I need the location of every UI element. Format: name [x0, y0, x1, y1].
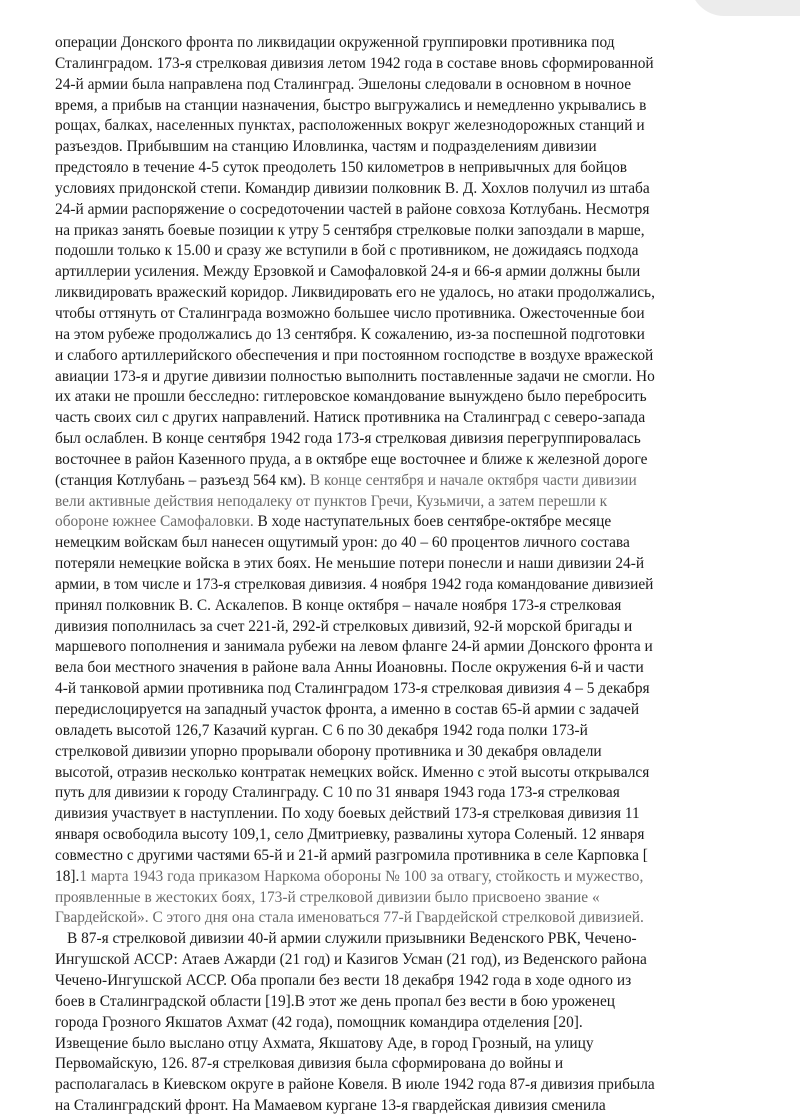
text-line [55, 992, 745, 1013]
text-line [55, 158, 745, 179]
text-segment: 18]. [55, 867, 80, 885]
text-line [55, 283, 745, 304]
text-segment: разъездов. Прибывшим на станцию Иловлинка, частям и подразделениям дивизии [55, 138, 597, 156]
text-segment: на этом рубеже продолжались до 13 сентября. К сожалению, из-за поспешной подготовки [55, 325, 645, 343]
text-segment: восточнее в район Казенного пруда, а в октябре еще восточнее и ближе к железной дороге [55, 450, 648, 468]
text-segment: 24-й армии распоряжение о сосредоточении частей в районе совхоза Котлубань. Несмотря [55, 200, 650, 218]
text-line [55, 783, 745, 804]
text-line [55, 33, 745, 54]
text-segment: Первомайскую, 126. 87-я стрелковая дивизия была сформирована до войны и [55, 1055, 564, 1073]
text-segment: располагалась в Киевском округе в районе Ковеля. В июле 1942 года 87-я дивизия прибыла [55, 1076, 655, 1094]
text-segment: 4-й танковой армии противника под Сталинградом 173-я стрелковая дивизия 4 – 5 декабря [55, 680, 650, 698]
text-line [55, 116, 745, 137]
text-segment: на Сталинградский фронт. На Мамаевом кургане 13-я гвардейская дивизия сменила [55, 1097, 606, 1115]
text-line [55, 950, 745, 971]
text-line [55, 262, 745, 283]
text-segment: вела бои местного значения в районе вала Анны Иоановны. После окружения 6-й и части [55, 659, 644, 677]
text-line [55, 1054, 745, 1075]
text-line [55, 908, 745, 929]
text-segment: артиллерии усиления. Между Ерзовкой и Самофаловкой 24-я и 66-я армии должны были [55, 263, 641, 281]
text-segment: Ингушской АССР: Атаев Ажарди (21 год) и Казигов Усман (21 год), из Веденского района [55, 951, 647, 969]
text-line [55, 554, 745, 575]
text-line [55, 179, 745, 200]
text-line [55, 346, 745, 367]
text-line [55, 471, 745, 492]
text-segment: часть своих сил с других направлений. Натиск противника на Сталинград с северо-запада [55, 409, 646, 427]
text-segment: ликвидировать вражеский коридор. Ликвидировать его не удалось, но атаки продолжались, [55, 284, 655, 302]
text-line [55, 888, 745, 909]
highlighted-text-segment: 1 марта 1943 года приказом Наркома обороны № 100 за отвагу, стойкость и мужество, [79, 867, 644, 885]
text-line [55, 450, 745, 471]
text-line [55, 763, 745, 784]
document-page [55, 33, 745, 1117]
text-segment: был ослаблен. В конце сентября 1942 года 173-я стрелковая дивизия перегруппировалась [55, 430, 641, 448]
text-segment: высотой, отразив несколько контратак немецких войск. Именно с этой высоты открывался [55, 763, 650, 781]
paragraph [55, 33, 745, 929]
text-line [55, 387, 745, 408]
text-line [55, 971, 745, 992]
text-segment: стрелковой дивизии упорно прорывали оборону противника и 30 декабря овладели [55, 742, 602, 760]
text-segment: потеряли немецкие войска в этих боях. Не меньшие потери понесли и наши дивизии 24-й [55, 555, 645, 573]
text-segment: вели активные действия неподалеку от пунктов Гречи, Кузьмичи, а затем перешли к [55, 492, 608, 510]
text-line [55, 367, 745, 388]
text-line [55, 512, 745, 533]
text-segment: В 87-я стрелковой дивизии 40-й армии служили призывники Веденского РВК, Чечено- [67, 930, 637, 948]
text-segment: Чечено-Ингушской АССР. Оба пропали без вести 18 декабря 1942 года в ходе одного из [55, 971, 632, 989]
text-line [55, 1013, 745, 1034]
text-line [55, 429, 745, 450]
text-line [55, 929, 745, 950]
page-corner-tab [690, 0, 800, 16]
text-segment: Гвардейской». С этого дня она стала именоваться 77-й Гвардейской стрелковой дивизией. [55, 909, 644, 927]
text-line [55, 304, 745, 325]
text-segment: января освободила высоту 109,1, село Дмитриевку, развалины хутора Соленый. 12 января [55, 826, 645, 844]
text-segment: боев в Сталинградской области [19].В этот же день пропал без вести в бою уроженец [55, 992, 616, 1010]
text-line [55, 867, 745, 888]
text-segment: их атаки не прошли бесследно: гитлеровское командование вынуждено было перебросить [55, 388, 647, 406]
text-line [55, 804, 745, 825]
text-line [55, 658, 745, 679]
text-segment: условиях придонской степи. Командир дивизии полковник В. Д. Хохлов получил из штаба [55, 179, 650, 197]
text-line [55, 846, 745, 867]
text-segment: армии, в том числе и 173-я стрелковая дивизия. 4 ноября 1942 года командование дивизией [55, 575, 654, 593]
text-line [55, 679, 745, 700]
text-segment: В ходе наступательных боев сентябре-октябре месяце [257, 513, 612, 531]
text-line [55, 325, 745, 346]
text-segment: принял полковник В. С. Аскалепов. В конце октября – начале ноября 173-я стрелковая [55, 596, 622, 614]
text-segment: дивизия пополнилась за счет 221-й, 292-й стрелковых дивизий, 92-й морской бригады и [55, 617, 633, 635]
text-segment: немецким войскам был нанесен ощутимый урон: до 40 – 60 процентов личного состава [55, 534, 630, 552]
text-segment: подошли только к 15.00 и сразу же вступили в бой с противником, не дожидаясь подхода [55, 242, 639, 260]
text-line [55, 1096, 745, 1117]
text-segment: рощах, балках, населенных пунктах, расположенных вокруг железнодорожных станций и [55, 117, 645, 135]
text-segment: маршевого пополнения и занимала рубежи на левом фланге 24-й армии Донского фронта и [55, 638, 653, 656]
text-segment: (станция Котлубань – разъезд 564 км). [55, 471, 310, 489]
text-line [55, 75, 745, 96]
text-segment: проявленные в жестоких боях, 173-й стрелковой дивизии было присвоено звание « [55, 888, 600, 906]
text-line [55, 221, 745, 242]
text-line [55, 637, 745, 658]
text-segment: дивизия участвует в наступлении. По ходу боевых действий 173-я стрелковая дивизия 11 [55, 805, 640, 823]
text-line [55, 1075, 745, 1096]
text-line [55, 200, 745, 221]
text-line [55, 742, 745, 763]
text-segment: и слабого артиллерийского обеспечения и при постоянном господстве в воздухе вражеской [55, 346, 654, 364]
text-line [55, 54, 745, 75]
text-line [55, 700, 745, 721]
text-line [55, 825, 745, 846]
highlighted-text-segment: В конце сентября и начале октября части дивизии [309, 471, 637, 489]
paragraph [55, 929, 745, 1117]
text-line [55, 137, 745, 158]
text-segment: операции Донского фронта по ликвидации окруженной группировки противника под [55, 34, 615, 51]
text-segment: путь для дивизии к городу Сталинграду. С 10 по 31 января 1943 года 173-я стрелковая [55, 784, 620, 802]
text-segment: овладеть высотой 126,7 Казачий курган. С 6 по 30 декабря 1942 года полки 173-й [55, 721, 588, 739]
text-segment: время, а прибыв на станции назначения, быстро выгружались и немедленно укрывались в [55, 96, 647, 114]
text-line [55, 1034, 745, 1055]
text-segment: города Грозного Якшатов Ахмат (42 года), помощник командира отделения [20]. [55, 1013, 583, 1031]
text-line [55, 241, 745, 262]
text-segment: на приказ занять боевые позиции к утру 5 сентября стрелковые полки запоздали в марше, [55, 221, 645, 239]
text-segment: 24-й армии была направлена под Сталинград. Эшелоны следовали в основном в ночное [55, 75, 632, 93]
text-segment: Сталинградом. 173-я стрелковая дивизия летом 1942 года в составе вновь сформированной [55, 54, 654, 72]
text-segment: чтобы оттянуть от Сталинграда возможно большее число противника. Ожесточенные бои [55, 304, 645, 322]
text-line [55, 96, 745, 117]
text-segment: совместно с другими частями 65-й и 21-й армий разгромила противника в селе Карповка [ [55, 846, 648, 864]
text-line [55, 533, 745, 554]
text-line [55, 575, 745, 596]
text-line [55, 492, 745, 513]
text-line [55, 408, 745, 429]
text-segment: Извещение было выслано отцу Ахмата, Якшатову Аде, в город Грозный, на улицу [55, 1034, 594, 1052]
text-line [55, 596, 745, 617]
text-segment: предстояло в течение 4-5 суток преодолеть 150 километров в непривычных для бойцов [55, 159, 628, 177]
text-line [55, 617, 745, 638]
text-line [55, 721, 745, 742]
highlighted-text-segment: обороне южнее Самофаловки. [55, 513, 258, 531]
text-segment: передислоцируется на западный участок фронта, а именно в состав 65-й армии с задачей [55, 701, 640, 718]
text-segment: авиации 173-я и другие дивизии полностью выполнить поставленные задачи не смогли. Но [55, 367, 655, 385]
